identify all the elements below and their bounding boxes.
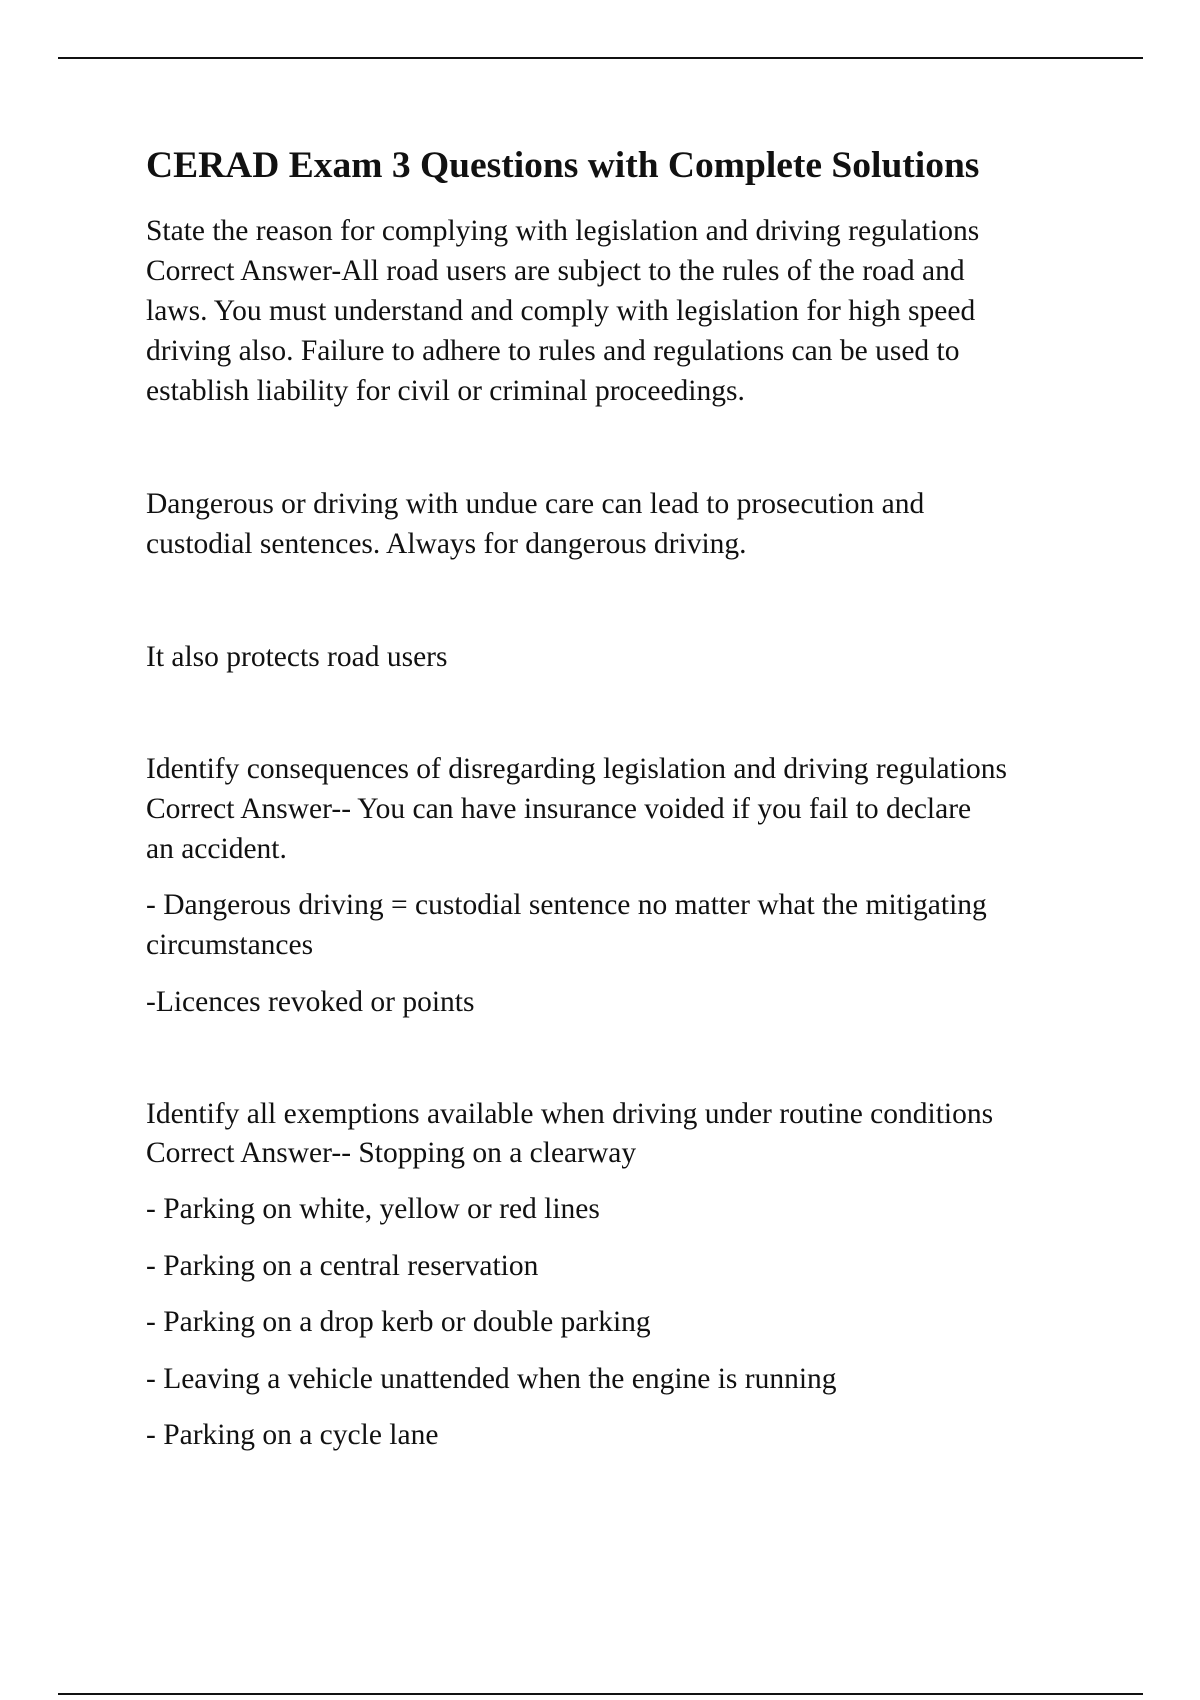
q1-answer-line-2: laws. You must understand and comply with legislation for high speed (146, 295, 976, 327)
q1-answer-line-1: Correct Answer-All road users are subject to the rules of the road and (146, 255, 965, 287)
q2-question-line-1: Identify consequences of disregarding legislation and driving regulations (146, 753, 1008, 785)
q2-bullet-1-line-1: - Dangerous driving = custodial sentence no matter what the mitigating (146, 889, 987, 921)
q1-paragraph-2-line-1: Dangerous or driving with undue care can lead to prosecution and (146, 488, 925, 520)
q2-bullet-1-line-2: circumstances (146, 929, 314, 961)
q3-list-item: - Parking on white, yellow or red lines (146, 1193, 600, 1225)
q3-list-item: - Parking on a cycle lane (146, 1419, 439, 1451)
q3-list-item: - Parking on a central reservation (146, 1250, 539, 1282)
q3-answer-line-1: Correct Answer-- Stopping on a clearway (146, 1137, 637, 1169)
q3-list-item: - Parking on a drop kerb or double parking (146, 1306, 651, 1338)
q2-answer-line-2: an accident. (146, 833, 287, 865)
q1-answer-line-3: driving also. Failure to adhere to rules and regulations can be used to (146, 335, 960, 367)
q2-answer-line-1: Correct Answer-- You can have insurance voided if you fail to declare (146, 793, 972, 825)
document-title: CERAD Exam 3 Questions with Complete Solutions (146, 145, 980, 186)
page-bottom-rule (58, 1693, 1143, 1695)
q1-paragraph-2-line-2: custodial sentences. Always for dangerous driving. (146, 528, 747, 560)
q3-question-line-1: Identify all exemptions available when driving under routine conditions (146, 1098, 994, 1130)
q3-list-item: - Leaving a vehicle unattended when the engine is running (146, 1363, 837, 1395)
page-top-rule (58, 57, 1143, 59)
q1-question-line-1: State the reason for complying with legislation and driving regulations (146, 215, 980, 247)
q1-paragraph-3: It also protects road users (146, 641, 448, 673)
q1-answer-line-4: establish liability for civil or criminal proceedings. (146, 375, 745, 407)
q2-bullet-2: -Licences revoked or points (146, 986, 475, 1018)
